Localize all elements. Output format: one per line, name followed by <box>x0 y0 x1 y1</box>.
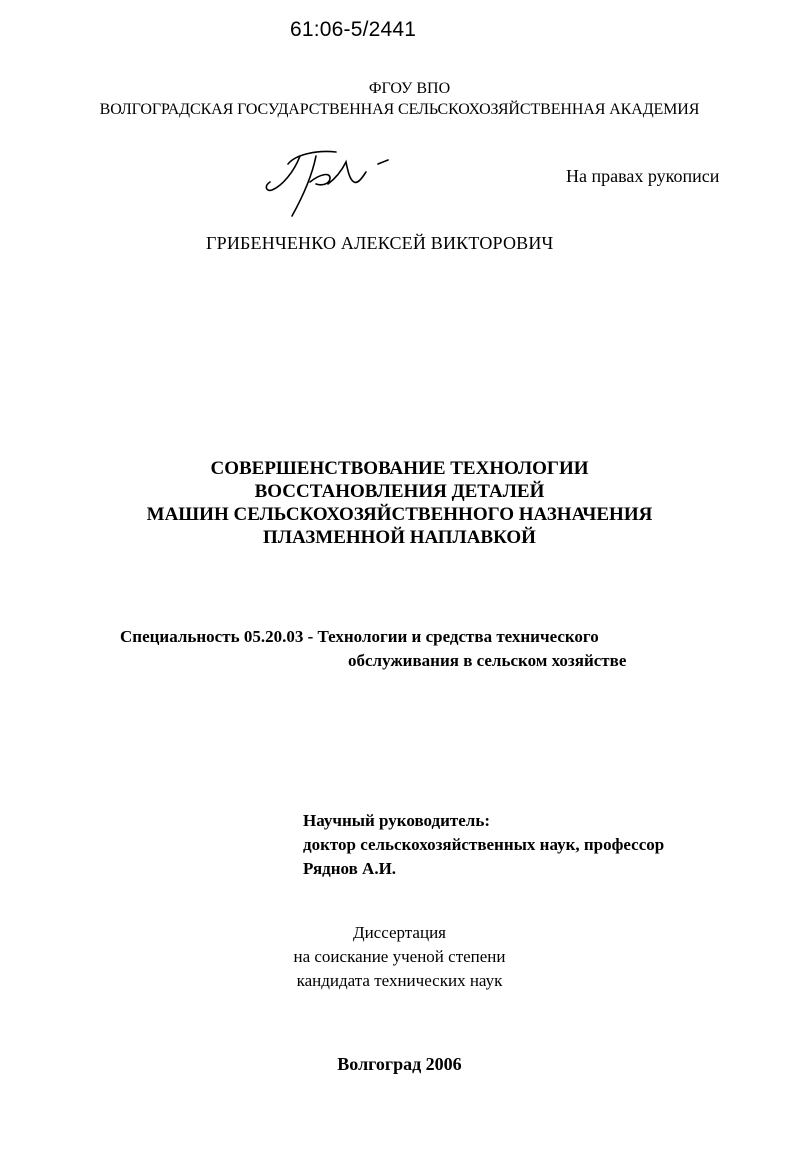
organization-full: ВОЛГОГРАДСКАЯ ГОСУДАРСТВЕННАЯ СЕЛЬСКОХОЗЯЙСТВЕННАЯ АКАДЕМИЯ <box>99 101 700 118</box>
supervisor-name: Ряднов А.И. <box>303 859 397 878</box>
dissertation-title <box>0 457 799 549</box>
dissertation-line: Диссертация <box>352 923 446 942</box>
dissertation-line: кандидата технических наук <box>296 971 503 990</box>
dissertation-line: на соискание ученой степени <box>293 947 506 966</box>
dissertation-block <box>0 921 799 993</box>
handwritten-signature <box>258 142 408 220</box>
supervisor-label: Научный руководитель: <box>303 811 490 830</box>
organization-short: ФГОУ ВПО <box>368 80 451 97</box>
catalog-number: 61:06-5/2441 <box>290 18 417 41</box>
supervisor-degree: доктор сельскохозяйственных наук, профессор <box>303 835 665 854</box>
author-name: ГРИБЕНЧЕНКО АЛЕКСЕЙ ВИКТОРОВИЧ <box>206 233 554 253</box>
specialty-line-2: обслуживания в сельском хозяйстве <box>348 651 627 670</box>
supervisor-block <box>303 809 664 881</box>
title-line: ПЛАЗМЕННОЙ НАПЛАВКОЙ <box>263 527 536 548</box>
specialty-line-1: Специальность 05.20.03 - Технологии и средства технического <box>120 627 599 646</box>
title-line: СОВЕРШЕНСТВОВАНИЕ ТЕХНОЛОГИИ <box>210 458 589 479</box>
manuscript-rights: На правах рукописи <box>566 166 720 186</box>
place-year: Волгоград 2006 <box>337 1054 462 1074</box>
title-line: ВОССТАНОВЛЕНИЯ ДЕТАЛЕЙ <box>254 481 545 502</box>
title-line: МАШИН СЕЛЬСКОХОЗЯЙСТВЕННОГО НАЗНАЧЕНИЯ <box>146 504 653 525</box>
